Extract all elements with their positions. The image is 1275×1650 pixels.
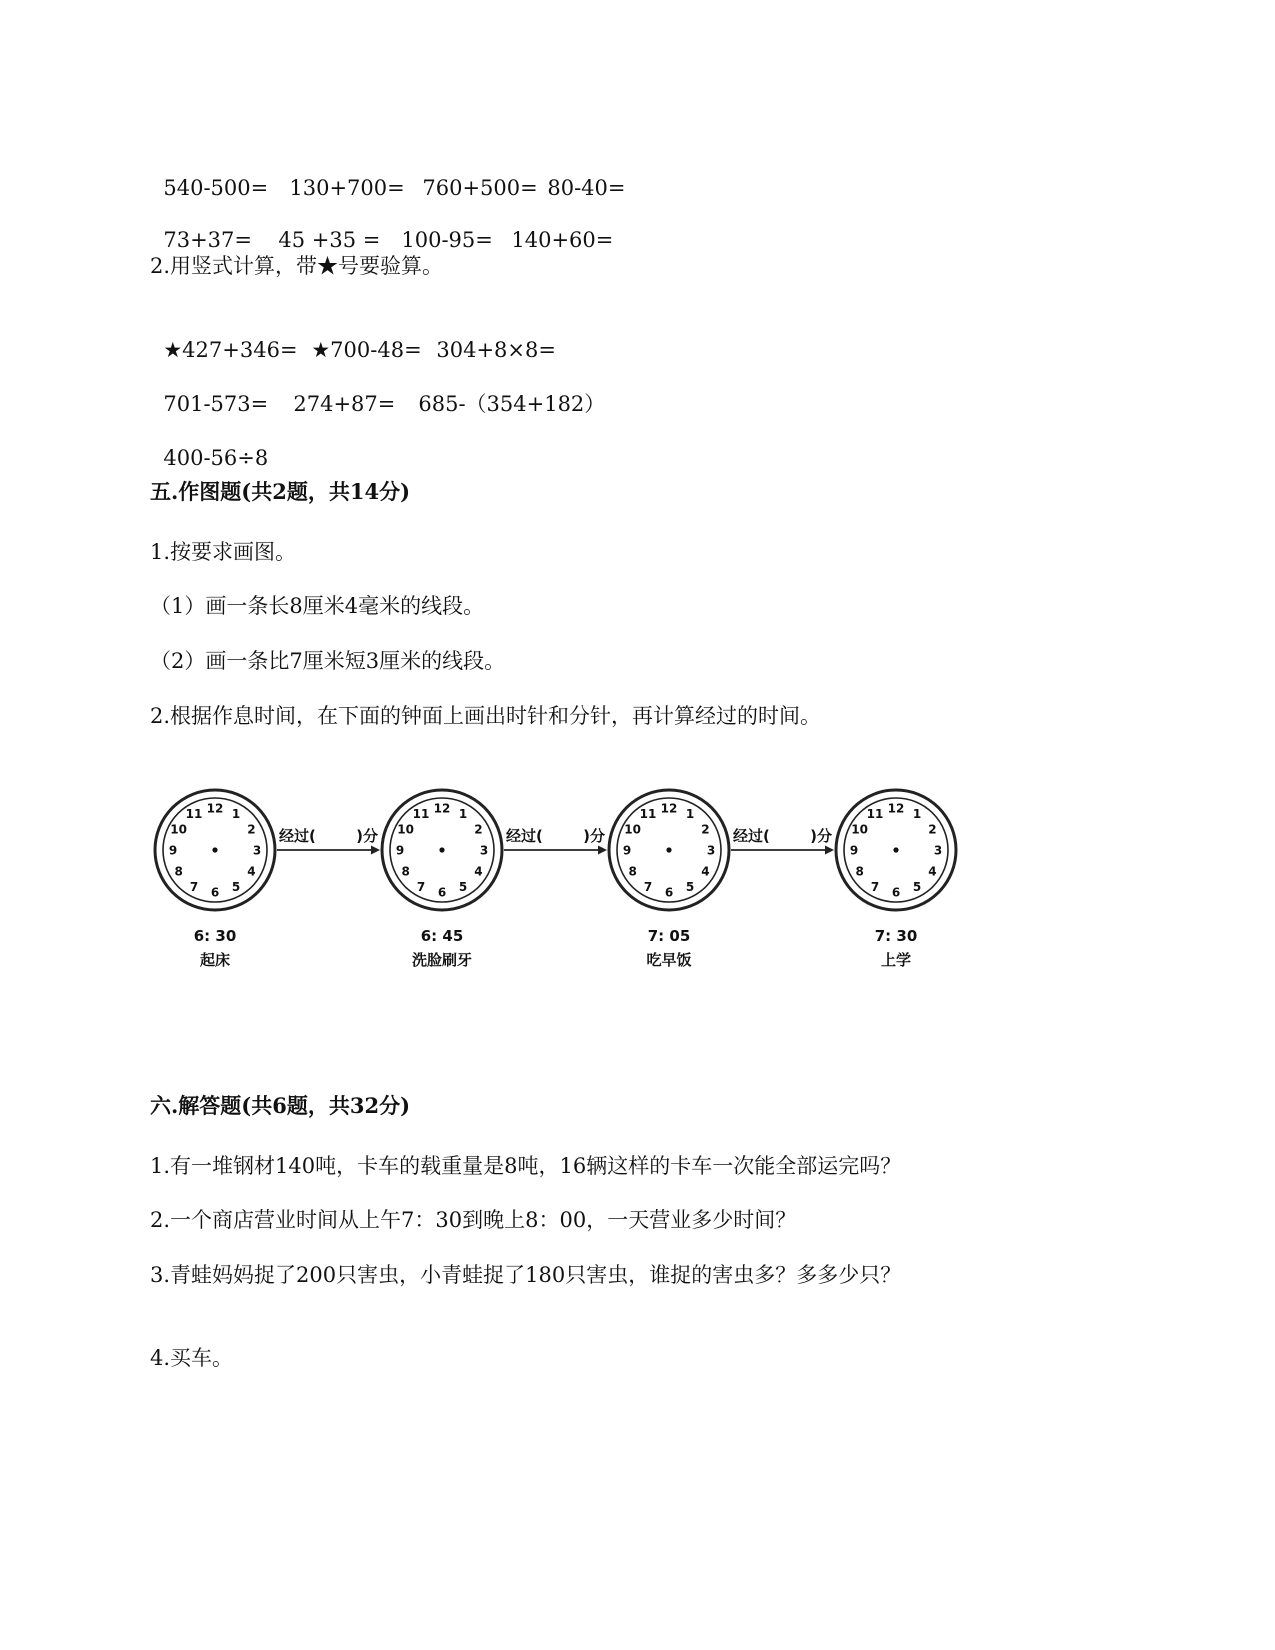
clock-number: 7 <box>643 879 653 894</box>
clock-number: 3 <box>933 843 943 858</box>
equation: 304+8×8= <box>436 338 556 362</box>
clock-number: 3 <box>706 843 716 858</box>
mental-math-row-1 <box>150 146 626 202</box>
clock-number: 10 <box>397 822 414 837</box>
clock-time-label: 6: 30 <box>193 927 237 945</box>
clock-number: 6 <box>891 885 901 900</box>
clock-time-label: 7: 05 <box>647 927 691 945</box>
clock-face <box>382 790 502 910</box>
clock-number: 2 <box>474 822 483 837</box>
equation: 80-40= <box>547 176 626 200</box>
clock-schedule-figure <box>150 785 1010 985</box>
elapsed-time-arrow <box>504 827 607 855</box>
section-6-question-4: 4.买车。 <box>150 1346 234 1370</box>
clock-number: 8 <box>855 864 864 879</box>
equation: 73+37= <box>163 228 252 252</box>
equation: 274+87= <box>293 392 396 416</box>
elapsed-label-right: )分 <box>583 827 605 845</box>
clock-number: 6 <box>210 885 220 900</box>
elapsed-label-right: )分 <box>356 827 378 845</box>
clock-number: 10 <box>170 822 187 837</box>
clock-number: 5 <box>231 879 241 894</box>
clock-time-label: 7: 30 <box>874 927 918 945</box>
clock-number: 12 <box>433 801 451 816</box>
arrow-head <box>371 846 380 855</box>
section-6-heading: 六.解答题(共6题，共32分) <box>150 1093 411 1118</box>
clock-activity-label: 吃早饭 <box>646 951 692 969</box>
clock-number: 11 <box>639 807 657 822</box>
clock-center-dot <box>666 847 671 852</box>
clock-number: 10 <box>851 822 868 837</box>
equation: 130+700= <box>289 176 405 200</box>
equation: ★700-48= <box>311 338 422 362</box>
clock-number: 5 <box>685 879 695 894</box>
equation: 45 +35 = <box>278 228 381 252</box>
clock-number: 9 <box>168 843 178 858</box>
clock-activity-label: 洗脸刷牙 <box>411 951 473 969</box>
clock-face <box>155 790 275 910</box>
elapsed-label-left: 经过( <box>733 827 770 845</box>
equation: 685-（354+182） <box>418 392 606 416</box>
clock-number: 4 <box>247 864 256 879</box>
section-5-question-1: 1.按要求画图。 <box>150 540 297 564</box>
clock-number: 9 <box>849 843 859 858</box>
clock-number: 1 <box>458 807 468 822</box>
clock-number: 4 <box>928 864 937 879</box>
clock-number: 4 <box>474 864 483 879</box>
equation: ★427+346= <box>163 338 298 362</box>
clock-number: 11 <box>412 807 430 822</box>
equation: 100-95= <box>401 228 493 252</box>
elapsed-label-right: )分 <box>810 827 832 845</box>
clock-time-label: 6: 45 <box>420 927 464 945</box>
vertical-calc-row-1 <box>150 308 556 364</box>
elapsed-time-arrow <box>731 827 834 855</box>
arrow-head <box>598 846 607 855</box>
clock-center-dot <box>212 847 217 852</box>
vertical-calc-row-3 <box>150 416 268 472</box>
clock-center-dot <box>439 847 444 852</box>
clock-number: 6 <box>664 885 674 900</box>
clock-number: 8 <box>174 864 183 879</box>
clock-number: 6 <box>437 885 447 900</box>
equation: 540-500= <box>163 176 269 200</box>
vertical-calc-title: 2.用竖式计算，带★号要验算。 <box>150 254 444 278</box>
clock-number: 3 <box>252 843 262 858</box>
mental-math-row-2 <box>150 198 613 254</box>
equation: 701-573= <box>163 392 269 416</box>
clock-center-dot <box>893 847 898 852</box>
clock-number: 2 <box>928 822 937 837</box>
clock-activity-label: 上学 <box>880 951 912 969</box>
clock-number: 8 <box>628 864 637 879</box>
section-6-question-1: 1.有一堆钢材140吨，卡车的载重量是8吨，16辆这样的卡车一次能全部运完吗？ <box>150 1154 902 1178</box>
clock-number: 4 <box>701 864 710 879</box>
section-6-question-3: 3.青蛙妈妈捉了200只害虫，小青蛙捉了180只害虫，谁捉的害虫多？多多少只？ <box>150 1263 902 1287</box>
clock-number: 1 <box>231 807 241 822</box>
clock-number: 3 <box>479 843 489 858</box>
equation: 140+60= <box>511 228 614 252</box>
equation: 400-56÷8 <box>163 446 269 470</box>
clock-number: 1 <box>685 807 695 822</box>
clock-activity-label: 起床 <box>199 951 231 969</box>
clock-number: 11 <box>866 807 884 822</box>
clock-number: 7 <box>189 879 199 894</box>
clock-number: 9 <box>395 843 405 858</box>
clock-number: 8 <box>401 864 410 879</box>
clock-number: 5 <box>458 879 468 894</box>
equation: 760+500= <box>422 176 538 200</box>
clock-number: 11 <box>185 807 203 822</box>
section-5-question-1a: （1）画一条长8厘米4毫米的线段。 <box>150 594 485 618</box>
clock-number: 7 <box>416 879 426 894</box>
elapsed-label-left: 经过( <box>279 827 316 845</box>
clock-number: 2 <box>247 822 256 837</box>
clock-face <box>609 790 729 910</box>
section-6-question-2: 2.一个商店营业时间从上午7：30到晚上8：00，一天营业多少时间？ <box>150 1208 797 1232</box>
clock-number: 5 <box>912 879 922 894</box>
clock-number: 2 <box>701 822 710 837</box>
clock-number: 10 <box>624 822 641 837</box>
arrow-head <box>825 846 834 855</box>
section-5-heading: 五.作图题(共2题，共14分) <box>150 479 411 504</box>
clock-number: 1 <box>912 807 922 822</box>
clock-number: 9 <box>622 843 632 858</box>
vertical-calc-row-2 <box>150 362 605 418</box>
clock-number: 12 <box>887 801 905 816</box>
section-5-question-1b: （2）画一条比7厘米短3厘米的线段。 <box>150 649 506 673</box>
elapsed-time-arrow <box>277 827 380 855</box>
clock-number: 12 <box>206 801 224 816</box>
clock-number: 12 <box>660 801 678 816</box>
elapsed-label-left: 经过( <box>506 827 543 845</box>
clock-face <box>836 790 956 910</box>
section-5-question-2: 2.根据作息时间，在下面的钟面上画出时针和分针，再计算经过的时间。 <box>150 704 822 728</box>
clock-number: 7 <box>870 879 880 894</box>
